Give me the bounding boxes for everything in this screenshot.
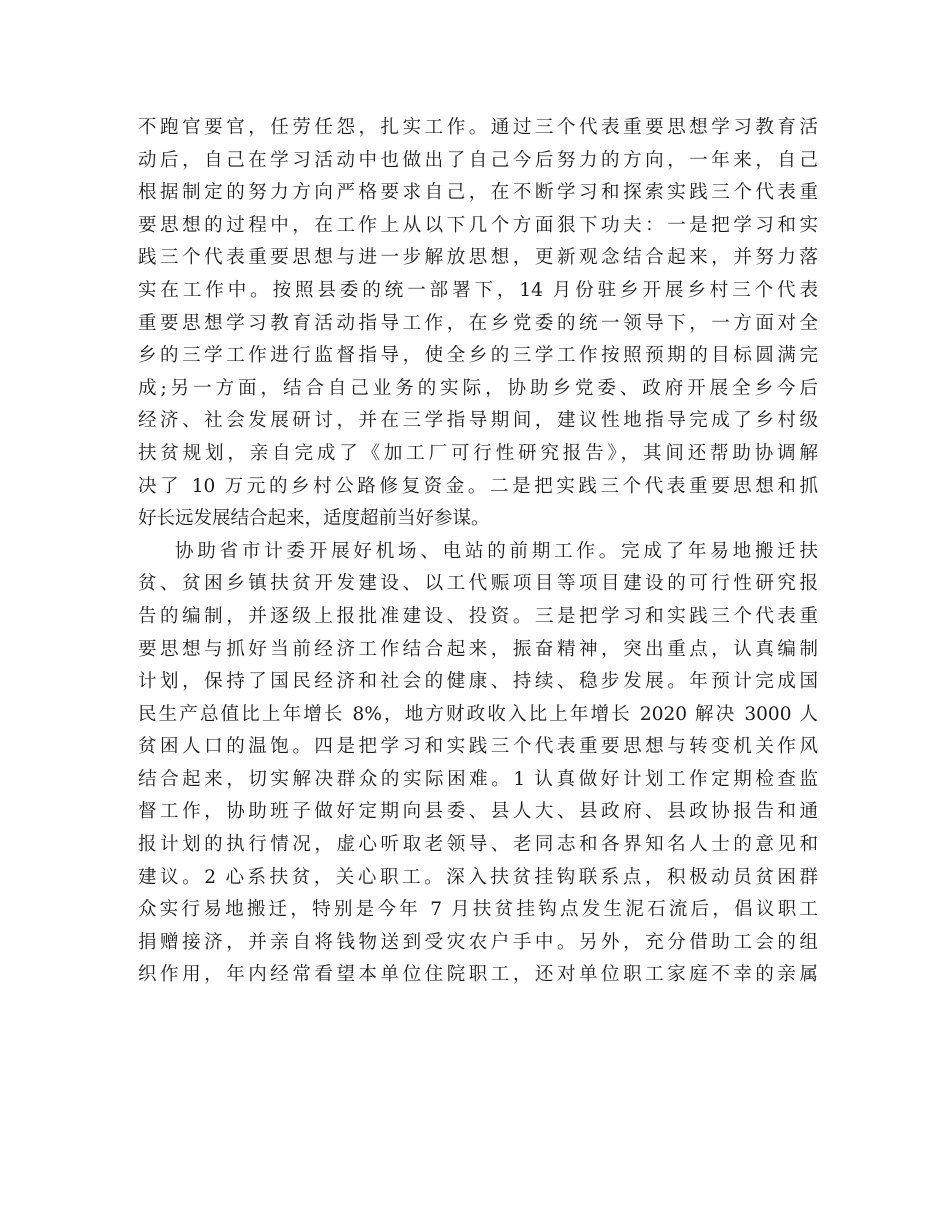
- text-line: 织作用，年内经常看望本单位住院职工，还对单位职工家庭不幸的亲属: [138, 964, 818, 986]
- text-line: 好长远发展结合起来，适度超前当好参谋。: [138, 508, 490, 530]
- text-line: 结合起来，切实解决群众的实际困难。1 认真做好计划工作定期检查监: [138, 768, 818, 790]
- text-line: 计划，保持了国民经济和社会的健康、持续、稳步发展。年预计完成国: [138, 671, 818, 693]
- text-line: 要思想的过程中，在工作上从以下几个方面狠下功夫：一是把学习和实: [138, 214, 818, 236]
- text-line: 捐赠接济，并亲自将钱物送到受灾农户手中。另外，充分借助工会的组: [138, 931, 818, 953]
- text-line: 要思想与抓好当前经济工作结合起来，振奋精神，突出重点，认真编制: [138, 638, 818, 660]
- text-line: 贫、贫困乡镇扶贫开发建设、以工代赈项目等项目建设的可行性研究报: [138, 573, 818, 595]
- text-line: 建议。2 心系扶贫，关心职工。深入扶贫挂钩联系点，积极动员贫困群: [138, 866, 818, 888]
- text-line: 根据制定的努力方向严格要求自己，在不断学习和探索实践三个代表重: [138, 182, 818, 204]
- text-line: 扶贫规划，亲自完成了《加工厂可行性研究报告》，其间还帮助协调解: [138, 442, 818, 464]
- text-line: 不跑官要官，任劳任怨，扎实工作。通过三个代表重要思想学习教育活: [138, 117, 818, 138]
- text-line: 督工作，协助班子做好定期向县委、县人大、县政府、县政协报告和通: [138, 801, 818, 823]
- text-line: 众实行易地搬迁，特别是今年 7 月扶贫挂钩点发生泥石流后，倡议职工: [138, 899, 818, 921]
- text-line: 告的编制，并逐级上报批准建设、投资。三是把学习和实践三个代表重: [138, 605, 818, 627]
- text-line: 协助省市计委开展好机场、电站的前期工作。完成了年易地搬迁扶: [175, 540, 818, 562]
- text-line: 重要思想学习教育活动指导工作，在乡党委的统一领导下，一方面对全: [138, 312, 818, 334]
- text-line: 动后，自己在学习活动中也做出了自己今后努力的方向，一年来，自己: [138, 149, 818, 171]
- text-line: 乡的三学工作进行监督指导，使全乡的三学工作按照预期的目标圆满完: [138, 345, 818, 367]
- text-line: 决了 10 万元的乡村公路修复资金。二是把实践三个代表重要思想和抓: [138, 475, 818, 497]
- text-line: 报计划的执行情况，虚心听取老领导、老同志和各界知名人士的意见和: [138, 834, 818, 856]
- text-line: 贫困人口的温饱。四是把学习和实践三个代表重要思想与转变机关作风: [138, 736, 818, 758]
- body-text: [138, 112, 818, 992]
- text-line: 实在工作中。按照县委的统一部署下，14 月份驻乡开展乡村三个代表: [138, 279, 818, 301]
- text-line: 践三个代表重要思想与进一步解放思想，更新观念结合起来，并努力落: [138, 247, 818, 269]
- text-line: 经济、社会发展研讨，并在三学指导期间，建议性地指导完成了乡村级: [138, 410, 818, 432]
- text-line: 民生产总值比上年增长 8%，地方财政收入比上年增长 2020 解决 3000 人: [138, 703, 818, 725]
- text-line: 成;另一方面，结合自己业务的实际，协助乡党委、政府开展全乡今后: [138, 377, 818, 399]
